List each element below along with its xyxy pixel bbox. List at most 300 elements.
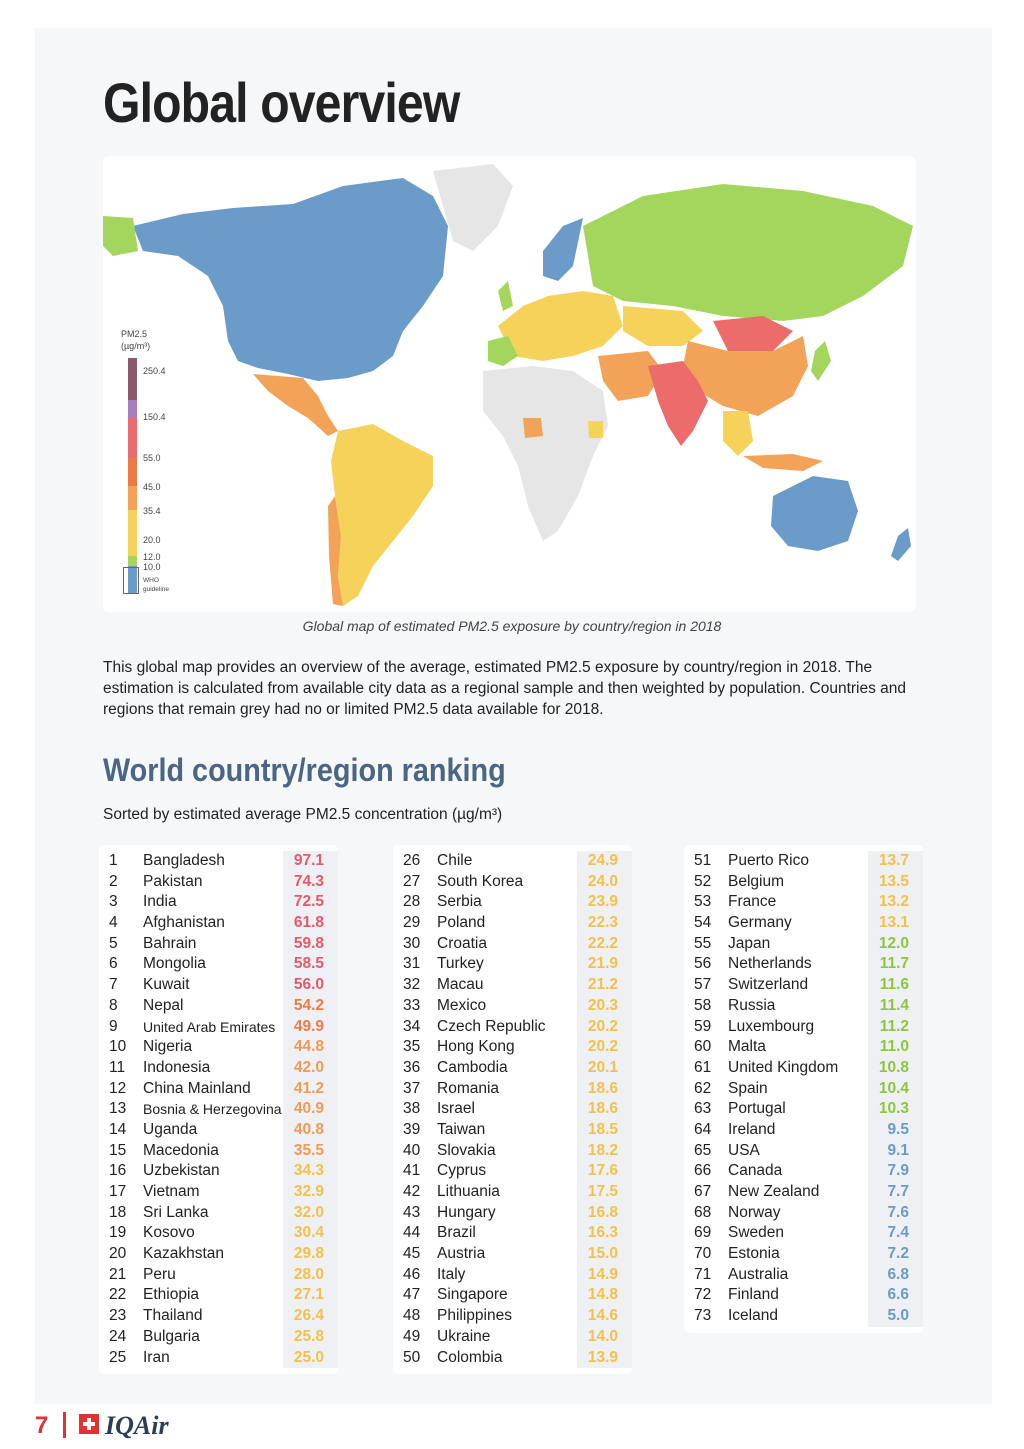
table-row [684,1141,923,1162]
pm25-value: 72.5 [283,892,338,913]
table-row [99,1327,338,1348]
table-row [393,1058,632,1079]
table-row [393,851,632,872]
table-row [684,1037,923,1058]
rank-number: 56 [694,955,712,973]
rank-number: 39 [403,1120,421,1138]
country-name: Vietnam [143,1183,200,1200]
country-name: Kosovo [143,1224,195,1242]
pm25-value: 21.2 [577,975,632,996]
pm25-value: 13.9 [577,1348,632,1369]
table-row [393,975,632,996]
rank-number: 12 [109,1079,127,1097]
map-region-nigeria [523,418,543,438]
rank-number: 67 [694,1183,712,1200]
pm25-value: 32.9 [283,1182,338,1203]
country-name: Croatia [437,934,487,952]
country-name: France [728,893,777,911]
ranking-title: World country/region ranking [103,752,506,788]
table-row [393,1017,632,1038]
legend-title [121,328,150,352]
rank-number: 6 [109,955,118,973]
rank-number: 7 [109,976,118,994]
country-name: Uzbekistan [143,1162,220,1180]
country-name: Estonia [728,1245,780,1263]
table-row [99,1203,338,1224]
table-row [99,1037,338,1058]
table-row [393,1265,632,1286]
rank-number: 69 [694,1224,712,1242]
table-row [393,1099,632,1120]
table-row [99,1017,338,1038]
rank-number: 17 [109,1183,127,1200]
rank-number: 31 [403,955,421,973]
legend-swatch-sensitive [128,486,137,510]
rank-number: 20 [109,1245,127,1263]
country-name: Portugal [728,1100,786,1118]
pm25-value: 29.8 [283,1244,338,1265]
rank-number: 50 [403,1348,421,1366]
table-row [684,996,923,1017]
pm25-value: 25.0 [283,1348,338,1369]
country-name: Germany [728,914,792,932]
pm25-value: 34.3 [283,1161,338,1182]
pm25-value: 32.0 [283,1203,338,1224]
pm25-value: 23.9 [577,892,632,913]
rank-number: 24 [109,1327,127,1345]
table-row [99,913,338,934]
table-row [393,1120,632,1141]
pm25-value: 18.6 [577,1079,632,1100]
map-region-new-zealand [891,528,911,561]
country-name: Hong Kong [437,1038,515,1056]
legend-who-guideline-box [123,567,139,594]
table-row [99,851,338,872]
rank-number: 55 [694,934,712,952]
table-row [684,851,923,872]
country-name: Netherlands [728,955,812,973]
pm25-value: 58.5 [283,954,338,975]
legend-swatch-unhealthy [128,418,137,458]
pm25-value: 24.0 [577,872,632,893]
country-name: Colombia [437,1348,503,1366]
pm25-value: 28.0 [283,1265,338,1286]
country-name: Canada [728,1162,783,1180]
pm25-value: 24.9 [577,851,632,872]
map-region-south-america [331,424,433,606]
table-row [99,1182,338,1203]
legend-tick-250: 250.4 [143,366,166,376]
table-row [684,934,923,955]
legend-swatch-very-unhealthy [128,400,137,418]
rank-number: 32 [403,976,421,994]
table-row [99,1079,338,1100]
rank-number: 38 [403,1100,421,1118]
rank-number: 42 [403,1183,421,1200]
rank-number: 53 [694,893,712,911]
rank-number: 37 [403,1079,421,1097]
pm25-value: 10.4 [868,1079,923,1100]
pm25-value: 13.1 [868,913,923,934]
rank-number: 18 [109,1203,127,1221]
pm25-value: 10.8 [868,1058,923,1079]
rank-number: 4 [109,914,118,932]
rank-number: 3 [109,893,118,911]
table-row [393,1182,632,1203]
country-name: Belgium [728,872,784,890]
table-row [684,872,923,893]
pm25-value: 17.5 [577,1182,632,1203]
country-name: Bulgaria [143,1327,200,1345]
rank-number: 52 [694,872,712,890]
rank-number: 2 [109,872,118,890]
country-name: Indonesia [143,1058,211,1076]
table-row [99,1141,338,1162]
country-name: Australia [728,1265,789,1283]
table-row [684,892,923,913]
rank-number: 19 [109,1224,127,1242]
pm25-value: 74.3 [283,872,338,893]
table-row [684,1223,923,1244]
legend-tick-150: 150.4 [143,412,166,422]
rank-number: 44 [403,1224,421,1242]
rank-number: 1 [109,852,118,869]
brand-logo: IQAir [105,1411,169,1440]
table-row [393,1348,632,1369]
table-row [684,1058,923,1079]
rank-number: 13 [109,1100,127,1118]
pm25-value: 56.0 [283,975,338,996]
pm25-value: 18.6 [577,1099,632,1120]
country-name: Nigeria [143,1038,193,1056]
table-row [393,1141,632,1162]
legend-tick-12: 12.0 [143,552,161,562]
country-name: Nepal [143,996,184,1014]
pm25-value: 61.8 [283,913,338,934]
rank-number: 21 [109,1265,127,1283]
rank-number: 14 [109,1120,127,1138]
country-name: Chile [437,852,473,869]
table-row [99,1265,338,1286]
table-row [99,975,338,996]
pm25-value: 7.6 [868,1203,923,1224]
rank-number: 5 [109,934,118,952]
country-name: Luxembourg [728,1017,815,1035]
country-name: Turkey [437,955,484,973]
country-name: Iceland [728,1307,778,1325]
map-region-australia [771,476,858,551]
rank-number: 41 [403,1162,421,1180]
rank-number: 11 [109,1058,126,1076]
table-row [393,996,632,1017]
country-name: Singapore [437,1286,508,1304]
pm25-value: 6.6 [868,1285,923,1306]
pm25-value: 12.0 [868,934,923,955]
rank-number: 48 [403,1307,421,1325]
table-row [393,1285,632,1306]
pm25-value: 30.4 [283,1223,338,1244]
table-row [393,934,632,955]
map-region-ethiopia [588,421,603,438]
rank-number: 62 [694,1079,712,1097]
table-row [99,892,338,913]
pm25-value: 42.0 [283,1058,338,1079]
legend-tick-35: 35.4 [143,506,161,516]
country-name: United Kingdom [728,1058,839,1076]
pm25-value: 41.2 [283,1079,338,1100]
world-map [103,156,916,612]
rank-number: 15 [109,1141,127,1159]
country-name: United Arab Emirates [143,1018,276,1035]
country-name: USA [728,1141,760,1159]
pm25-value: 16.3 [577,1223,632,1244]
pm25-value: 7.9 [868,1161,923,1182]
table-row [99,1244,338,1265]
country-name: Macedonia [143,1141,219,1159]
page-number: 7 [35,1412,49,1439]
pm25-value: 20.2 [577,1017,632,1038]
country-name: Kazakhstan [143,1245,224,1263]
table-row [99,1099,338,1120]
intro-paragraph: This global map provides an overview of the average, estimated PM2.5 exposure by country/region in 2018. The estimation is calculated from available city data as a regional sample and then weighted by population. Countries and regions that remain grey had no or limited PM2.5 data available for 2018. [103,659,907,718]
country-name: Finland [728,1286,779,1304]
country-name: India [143,893,177,911]
legend-swatch-good [128,556,137,566]
country-name: Kuwait [143,976,190,994]
rank-number: 46 [403,1265,421,1283]
pm25-value: 16.8 [577,1203,632,1224]
map-region-mongolia [713,316,793,351]
country-name: Macau [437,976,484,994]
country-name: Ireland [728,1120,776,1138]
country-name: Bahrain [143,934,197,952]
legend-who-label: WHO [143,577,159,584]
map-caption: Global map of estimated PM2.5 exposure by country/region in 2018 [302,618,722,634]
pm25-value: 21.9 [577,954,632,975]
rank-number: 49 [403,1327,421,1345]
rank-number: 47 [403,1286,421,1304]
country-name: Iran [143,1348,170,1366]
rank-number: 28 [403,893,421,911]
rank-number: 51 [694,852,712,869]
table-row [393,1223,632,1244]
pm25-value: 54.2 [283,996,338,1017]
pm25-value: 9.5 [868,1120,923,1141]
rank-number: 54 [694,914,712,932]
pm25-value: 15.0 [577,1244,632,1265]
map-region-indonesia [743,454,823,471]
pm25-value: 18.2 [577,1141,632,1162]
page-footer [35,1404,435,1444]
pm25-value: 22.2 [577,934,632,955]
table-row [684,1017,923,1038]
legend-swatch-hazardous [128,358,137,400]
rank-number: 72 [694,1286,712,1304]
rank-number: 60 [694,1038,712,1056]
legend-swatch-usg [128,458,137,486]
country-name: Hungary [437,1203,496,1221]
country-name: Pakistan [143,872,203,890]
pm25-value: 6.8 [868,1265,923,1286]
pm25-value: 7.2 [868,1244,923,1265]
country-name: Israel [437,1100,475,1118]
country-name: Ethiopia [143,1286,200,1304]
country-name: Brazil [437,1224,476,1242]
pm25-value: 13.5 [868,872,923,893]
table-row [393,1306,632,1327]
swiss-cross-icon [79,1414,99,1434]
country-name: New Zealand [728,1183,820,1200]
map-region-japan [811,341,831,381]
map-region-se-asia [723,411,753,456]
pm25-value: 97.1 [283,851,338,872]
pm25-value: 11.0 [868,1037,923,1058]
rank-number: 16 [109,1162,127,1180]
pm25-value: 14.6 [577,1306,632,1327]
rank-number: 23 [109,1307,127,1325]
rank-number: 71 [694,1265,712,1283]
pm25-value: 9.1 [868,1141,923,1162]
country-name: Afghanistan [143,914,225,932]
legend-tick-55: 55.0 [143,453,161,463]
pm25-value: 17.6 [577,1161,632,1182]
country-name: Slovakia [437,1141,496,1159]
map-region-kazakhstan [623,306,703,346]
pm25-value: 44.8 [283,1037,338,1058]
table-row [393,1244,632,1265]
country-name: Spain [728,1079,768,1097]
rank-number: 61 [694,1058,712,1076]
rank-number: 65 [694,1141,712,1159]
legend-who-guideline-label [143,576,169,594]
table-row [684,1285,923,1306]
rank-number: 35 [403,1038,421,1056]
pm25-value: 11.4 [868,996,923,1017]
footer-divider [63,1412,66,1438]
ranking-column-3 [684,845,923,1333]
pm25-value: 20.2 [577,1037,632,1058]
table-row [393,913,632,934]
rank-number: 34 [403,1017,421,1035]
table-row [684,1306,923,1327]
table-row [393,1037,632,1058]
rank-number: 43 [403,1203,421,1221]
country-name: Mexico [437,996,487,1014]
country-name: Czech Republic [437,1017,546,1035]
pm25-value: 40.8 [283,1120,338,1141]
map-region-north-america [133,178,448,381]
table-row [99,1120,338,1141]
rank-number: 9 [109,1017,118,1035]
table-row [684,1120,923,1141]
pm25-value: 27.1 [283,1285,338,1306]
pm25-value: 35.5 [283,1141,338,1162]
country-name: Romania [437,1079,500,1097]
map-region-scandinavia [543,218,583,281]
legend-tick-10: 10.0 [143,562,161,572]
pm25-value: 11.6 [868,975,923,996]
pm25-value: 14.9 [577,1265,632,1286]
rank-number: 70 [694,1245,712,1263]
map-region-russia [583,184,913,321]
country-name: Sweden [728,1224,785,1242]
pm25-value: 7.7 [868,1182,923,1203]
pm25-value: 13.7 [868,851,923,872]
country-name: Uganda [143,1120,198,1138]
table-row [99,996,338,1017]
rank-number: 29 [403,914,421,932]
country-name: Poland [437,914,486,932]
rank-number: 30 [403,934,421,952]
country-name: Bangladesh [143,852,225,869]
ranking-subtitle: Sorted by estimated average PM2.5 concentration (µg/m³) [103,806,503,823]
country-name: Russia [728,996,776,1014]
rank-number: 68 [694,1203,712,1221]
country-name: China Mainland [143,1079,251,1097]
rank-number: 59 [694,1017,712,1035]
country-name: Thailand [143,1307,203,1325]
country-name: Austria [437,1245,486,1263]
table-row [393,1079,632,1100]
country-name: South Korea [437,872,524,890]
country-name: Lithuania [437,1183,500,1200]
map-region-uk [498,281,513,311]
country-name: Cyprus [437,1162,487,1180]
world-map-graphic [103,156,916,612]
pm25-value: 13.2 [868,892,923,913]
rank-number: 36 [403,1058,421,1076]
rank-number: 45 [403,1245,421,1263]
pm25-value: 7.4 [868,1223,923,1244]
country-name: Japan [728,934,771,952]
country-name: Ukraine [437,1327,491,1345]
pm25-value: 10.3 [868,1099,923,1120]
rank-number: 57 [694,976,712,994]
country-name: Serbia [437,893,482,911]
table-row [684,1182,923,1203]
rank-number: 26 [403,852,421,869]
rank-number: 64 [694,1120,712,1138]
pm25-value: 20.1 [577,1058,632,1079]
rank-number: 58 [694,996,712,1014]
table-row [393,1161,632,1182]
country-name: Malta [728,1038,766,1056]
table-row [99,1223,338,1244]
pm25-value: 49.9 [283,1017,338,1038]
table-row [99,934,338,955]
pm25-value: 11.2 [868,1017,923,1038]
rank-number: 8 [109,996,118,1014]
map-region-europe [498,291,623,361]
legend-tick-45: 45.0 [143,482,161,492]
table-row [99,872,338,893]
pm25-value: 11.7 [868,954,923,975]
table-row [393,1327,632,1348]
country-name: Mongolia [143,955,206,973]
country-name: Sri Lanka [143,1203,209,1221]
pm25-value: 20.3 [577,996,632,1017]
map-region-mexico [253,374,338,436]
pm25-value: 14.0 [577,1327,632,1348]
table-row [684,1265,923,1286]
legend-tick-20: 20.0 [143,535,161,545]
rank-number: 22 [109,1286,127,1304]
table-row [99,1348,338,1369]
rank-number: 25 [109,1348,127,1366]
table-row [684,913,923,934]
table-row [684,1161,923,1182]
table-row [684,1244,923,1265]
